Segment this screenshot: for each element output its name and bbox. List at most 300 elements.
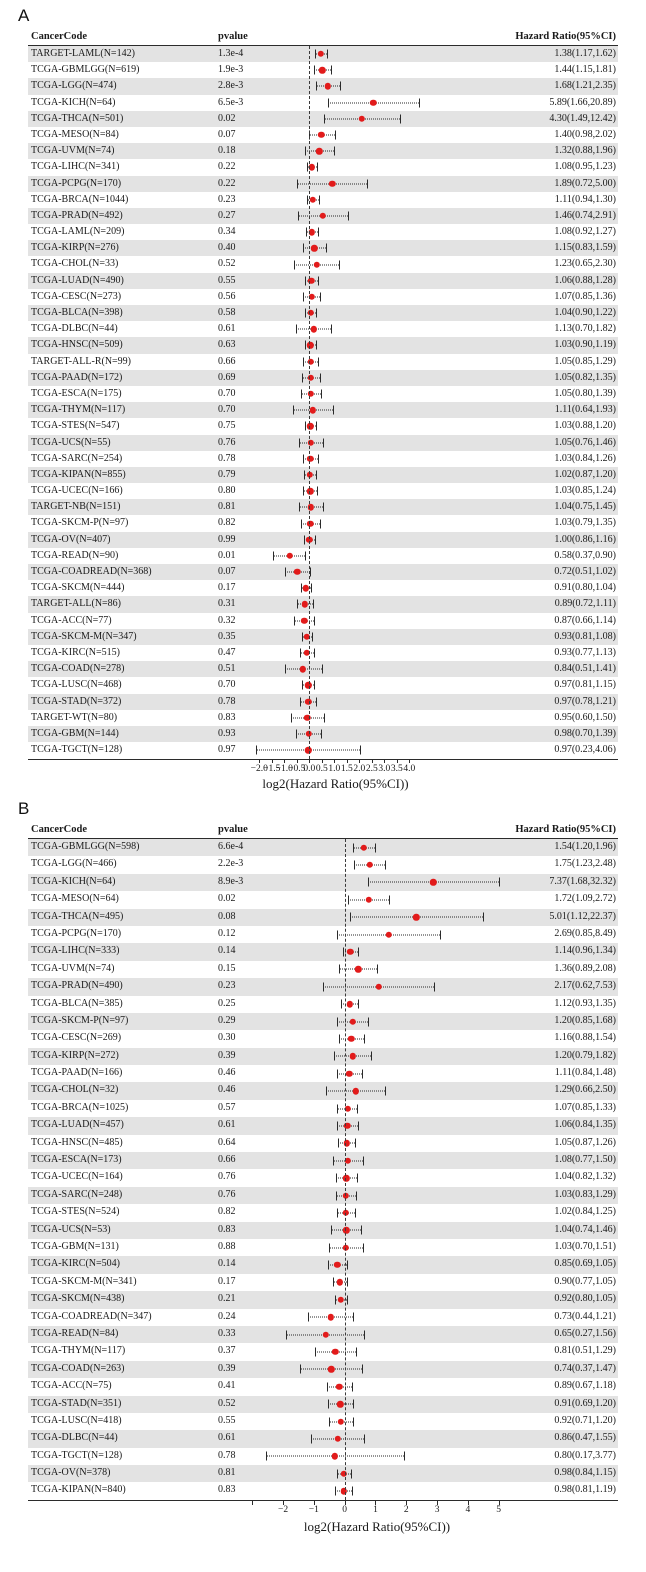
confidence-interval-cap-high bbox=[333, 406, 334, 415]
cell-pvalue: 0.93 bbox=[218, 727, 236, 739]
column-header-cancercode: CancerCode bbox=[31, 824, 87, 835]
hazard-ratio-point bbox=[334, 1262, 340, 1268]
table-row bbox=[28, 1117, 618, 1134]
cell-cancer-code: TCGA-SKCM-M(N=347) bbox=[31, 630, 137, 642]
confidence-interval-cap-low bbox=[294, 616, 295, 625]
axis-tick-label: −2 bbox=[277, 1505, 289, 1516]
cell-hazard-ratio: 1.03(0.79,1.35) bbox=[554, 517, 616, 529]
cell-hazard-ratio: 5.89(1.66,20.89) bbox=[549, 96, 616, 108]
cell-cancer-code: TCGA-CHOL(N=33) bbox=[31, 258, 119, 270]
confidence-interval-cap-high bbox=[385, 1087, 386, 1096]
cell-cancer-code: TCGA-MESO(N=84) bbox=[31, 128, 119, 140]
table-row bbox=[28, 629, 618, 645]
hazard-ratio-point bbox=[310, 197, 316, 203]
cell-pvalue: 0.55 bbox=[218, 274, 236, 286]
cell-hazard-ratio: 1.44(1.15,1.81) bbox=[554, 64, 616, 76]
cell-pvalue: 0.46 bbox=[218, 1084, 236, 1096]
table-row bbox=[28, 532, 618, 548]
axis-tick bbox=[284, 759, 285, 764]
hazard-ratio-point bbox=[325, 83, 331, 89]
axis-tick bbox=[322, 759, 323, 764]
cell-cancer-code: TCGA-OV(N=407) bbox=[31, 533, 111, 545]
cell-hazard-ratio: 2.17(0.62,7.53) bbox=[554, 980, 616, 992]
confidence-interval-cap-low bbox=[286, 1330, 287, 1339]
reference-line bbox=[345, 839, 346, 1500]
cell-pvalue: 0.17 bbox=[218, 582, 236, 594]
cell-cancer-code: TCGA-PRAD(N=492) bbox=[31, 209, 123, 221]
confidence-interval-cap-low bbox=[315, 50, 316, 59]
cell-cancer-code: TCGA-SKCM-P(N=97) bbox=[31, 1014, 129, 1026]
cell-pvalue: 0.97 bbox=[218, 744, 236, 756]
confidence-interval-cap-high bbox=[400, 114, 401, 123]
table-row bbox=[28, 1430, 618, 1447]
cell-hazard-ratio: 0.98(0.84,1.15) bbox=[554, 1467, 616, 1479]
cell-cancer-code: TCGA-UCS(N=53) bbox=[31, 1223, 111, 1235]
hazard-ratio-point bbox=[348, 1036, 354, 1042]
confidence-interval-cap-low bbox=[285, 568, 286, 577]
confidence-interval-cap-high bbox=[362, 1365, 363, 1374]
cell-pvalue: 0.23 bbox=[218, 193, 236, 205]
axis-tick bbox=[359, 759, 360, 764]
cell-pvalue: 0.29 bbox=[218, 1014, 236, 1026]
axis-tick bbox=[406, 1500, 407, 1505]
cell-pvalue: 0.83 bbox=[218, 1223, 236, 1235]
cell-hazard-ratio: 0.65(0.27,1.56) bbox=[554, 1327, 616, 1339]
confidence-interval-cap-low bbox=[305, 276, 306, 285]
confidence-interval-cap-low bbox=[300, 1365, 301, 1374]
hazard-ratio-point bbox=[301, 617, 307, 623]
cell-cancer-code: TCGA-TGCT(N=128) bbox=[31, 1449, 123, 1461]
table-row bbox=[28, 402, 618, 418]
table-row bbox=[28, 62, 618, 78]
cell-hazard-ratio: 1.11(0.64,1.93) bbox=[554, 404, 616, 416]
axis-tick-label: 2 bbox=[403, 1505, 409, 1516]
cell-cancer-code: TCGA-BRCA(N=1044) bbox=[31, 193, 129, 205]
cell-hazard-ratio: 0.90(0.77,1.05) bbox=[554, 1275, 616, 1287]
cell-cancer-code: TCGA-CESC(N=269) bbox=[31, 1032, 122, 1044]
cell-cancer-code: TARGET-NB(N=151) bbox=[31, 501, 121, 513]
table-row bbox=[28, 1465, 618, 1482]
confidence-interval-cap-high bbox=[351, 1469, 352, 1478]
cell-cancer-code: TCGA-GBMLGG(N=598) bbox=[31, 841, 140, 852]
cell-pvalue: 0.56 bbox=[218, 290, 236, 302]
hazard-ratio-point bbox=[385, 931, 391, 937]
confidence-interval-cap-low bbox=[303, 244, 304, 253]
cell-hazard-ratio: 0.81(0.51,1.29) bbox=[554, 1345, 616, 1357]
table-row bbox=[28, 661, 618, 677]
cell-pvalue: 0.63 bbox=[218, 339, 236, 351]
cell-pvalue: 0.61 bbox=[218, 1432, 236, 1444]
cell-cancer-code: TCGA-KIRP(N=272) bbox=[31, 1049, 119, 1061]
confidence-interval-cap-high bbox=[385, 861, 386, 870]
confidence-interval-cap-high bbox=[371, 1052, 372, 1061]
hazard-ratio-point bbox=[346, 1001, 352, 1007]
confidence-interval-cap-low bbox=[302, 373, 303, 382]
table-row bbox=[28, 926, 618, 943]
axis-tick bbox=[334, 759, 335, 764]
axis-tick-label: 0 bbox=[342, 1505, 348, 1516]
confidence-interval-cap-high bbox=[499, 878, 500, 887]
axis-tick-label: 1.0 bbox=[328, 763, 341, 774]
table-row bbox=[28, 1378, 618, 1395]
cell-hazard-ratio: 1.03(0.88,1.20) bbox=[554, 420, 616, 432]
table-row bbox=[28, 891, 618, 908]
confidence-interval-cap-low bbox=[341, 1000, 342, 1009]
confidence-interval-cap-low bbox=[339, 1034, 340, 1043]
cell-hazard-ratio: 1.05(0.87,1.26) bbox=[554, 1136, 616, 1148]
panel-b-letter: B bbox=[18, 799, 30, 818]
confidence-interval-cap-low bbox=[296, 325, 297, 334]
cell-hazard-ratio: 1.68(1.21,2.35) bbox=[554, 80, 616, 92]
confidence-interval-cap-high bbox=[339, 260, 340, 269]
table-row bbox=[28, 1169, 618, 1186]
table-row bbox=[28, 499, 618, 515]
hazard-ratio-point bbox=[361, 844, 367, 850]
cell-pvalue: 0.39 bbox=[218, 1362, 236, 1374]
table-header-b bbox=[28, 823, 618, 839]
confidence-interval-cap-low bbox=[314, 66, 315, 75]
hazard-ratio-point bbox=[332, 1453, 338, 1459]
table-row bbox=[28, 289, 618, 305]
axis-tick-label: 4.0 bbox=[403, 763, 416, 774]
forest-rows-b bbox=[28, 839, 618, 1500]
hazard-ratio-point bbox=[338, 1297, 344, 1303]
confidence-interval-cap-high bbox=[434, 982, 435, 991]
confidence-interval-cap-low bbox=[353, 843, 354, 852]
cell-hazard-ratio: 1.14(0.96,1.34) bbox=[554, 945, 616, 957]
hazard-ratio-point bbox=[337, 1279, 343, 1285]
table-row bbox=[28, 224, 618, 240]
cell-hazard-ratio: 0.85(0.69,1.05) bbox=[554, 1258, 616, 1270]
cell-pvalue: 0.32 bbox=[218, 614, 236, 626]
table-row bbox=[28, 839, 618, 856]
confidence-interval-cap-low bbox=[293, 406, 294, 415]
hazard-ratio-point bbox=[347, 949, 353, 955]
table-row bbox=[28, 874, 618, 891]
table-row bbox=[28, 856, 618, 873]
cell-pvalue: 0.08 bbox=[218, 910, 236, 922]
table-row bbox=[28, 1326, 618, 1343]
cell-pvalue: 0.78 bbox=[218, 695, 236, 707]
cell-pvalue: 0.27 bbox=[218, 209, 236, 221]
confidence-interval-cap-high bbox=[318, 454, 319, 463]
cell-cancer-code: TCGA-UCEC(N=164) bbox=[31, 1171, 123, 1183]
confidence-interval-cap-high bbox=[419, 98, 420, 107]
confidence-interval-cap-low bbox=[307, 195, 308, 204]
table-row bbox=[28, 1135, 618, 1152]
confidence-interval-cap-high bbox=[321, 390, 322, 399]
cell-pvalue: 0.40 bbox=[218, 242, 236, 254]
cell-hazard-ratio: 1.15(0.83,1.59) bbox=[554, 242, 616, 254]
confidence-interval-cap-low bbox=[303, 357, 304, 366]
confidence-interval-cap-high bbox=[356, 1191, 357, 1200]
cell-pvalue: 0.46 bbox=[218, 1067, 236, 1079]
axis-tick-label: −0.5 bbox=[288, 763, 306, 774]
cell-cancer-code: TCGA-UCEC(N=166) bbox=[31, 485, 123, 497]
table-row bbox=[28, 1082, 618, 1099]
hazard-ratio-point bbox=[327, 1314, 333, 1320]
axis-tick bbox=[397, 759, 398, 764]
confidence-interval-cap-low bbox=[336, 1174, 337, 1183]
table-row bbox=[28, 1256, 618, 1273]
hazard-ratio-point bbox=[337, 1401, 343, 1407]
confidence-interval-cap-low bbox=[348, 895, 349, 904]
confidence-interval-cap-low bbox=[328, 1400, 329, 1409]
axis-tick-label: 0.0 bbox=[303, 763, 316, 774]
hazard-ratio-point bbox=[318, 51, 324, 57]
cell-hazard-ratio: 1.20(0.79,1.82) bbox=[554, 1049, 616, 1061]
confidence-interval-cap-low bbox=[368, 878, 369, 887]
hazard-ratio-point bbox=[310, 407, 316, 413]
axis-tick bbox=[499, 1500, 500, 1505]
cell-pvalue: 0.30 bbox=[218, 1032, 236, 1044]
cell-cancer-code: TCGA-KIRP(N=276) bbox=[31, 242, 119, 254]
confidence-interval-cap-low bbox=[329, 1243, 330, 1252]
confidence-interval-cap-low bbox=[337, 1104, 338, 1113]
table-row bbox=[28, 176, 618, 192]
cell-pvalue: 0.66 bbox=[218, 1154, 236, 1166]
cell-cancer-code: TCGA-LIHC(N=333) bbox=[31, 945, 120, 957]
confidence-interval-cap-high bbox=[315, 535, 316, 544]
cell-cancer-code: TCGA-THCA(N=495) bbox=[31, 910, 124, 922]
hazard-ratio-point bbox=[322, 1331, 328, 1337]
confidence-interval-cap-low bbox=[296, 729, 297, 738]
cell-pvalue: 0.12 bbox=[218, 927, 236, 939]
confidence-interval-cap-low bbox=[303, 292, 304, 301]
hazard-ratio-point bbox=[353, 1088, 359, 1094]
cell-cancer-code: TCGA-ACC(N=77) bbox=[31, 614, 112, 626]
axis-tick bbox=[283, 1500, 284, 1505]
cell-pvalue: 0.34 bbox=[218, 226, 236, 238]
column-header-pvalue: pvalue bbox=[218, 824, 248, 835]
confidence-interval-cap-high bbox=[362, 1069, 363, 1078]
cell-cancer-code: TARGET-ALL(N=86) bbox=[31, 598, 122, 610]
cell-pvalue: 0.82 bbox=[218, 517, 236, 529]
confidence-interval-cap-high bbox=[326, 244, 327, 253]
cell-hazard-ratio: 1.04(0.74,1.46) bbox=[554, 1223, 616, 1235]
cell-pvalue: 0.61 bbox=[218, 323, 236, 335]
axis-tick-label: 1.5 bbox=[340, 763, 353, 774]
confidence-interval-cap-high bbox=[364, 1034, 365, 1043]
hazard-ratio-point bbox=[413, 914, 419, 920]
cell-hazard-ratio: 1.08(0.92,1.27) bbox=[554, 226, 616, 238]
table-row bbox=[28, 95, 618, 111]
confidence-interval-cap-high bbox=[358, 948, 359, 957]
table-row bbox=[28, 564, 618, 580]
table-row bbox=[28, 726, 618, 742]
confidence-interval-cap-high bbox=[318, 228, 319, 237]
confidence-interval-cap-high bbox=[314, 681, 315, 690]
table-row bbox=[28, 596, 618, 612]
table-row bbox=[28, 78, 618, 94]
cell-cancer-code: TCGA-TGCT(N=128) bbox=[31, 744, 123, 756]
axis-tick bbox=[384, 759, 385, 764]
hazard-ratio-point bbox=[328, 1366, 334, 1372]
hazard-ratio-point bbox=[314, 261, 320, 267]
hazard-ratio-point bbox=[329, 180, 335, 186]
cell-hazard-ratio: 1.05(0.76,1.46) bbox=[554, 436, 616, 448]
table-row bbox=[28, 742, 618, 758]
axis-tick-label: 3 bbox=[434, 1505, 440, 1516]
table-row bbox=[28, 710, 618, 726]
confidence-interval-cap-low bbox=[333, 1156, 334, 1165]
cell-cancer-code: TCGA-ACC(N=75) bbox=[31, 1380, 112, 1392]
confidence-interval-cap-high bbox=[347, 1295, 348, 1304]
cell-hazard-ratio: 7.37(1.68,32.32) bbox=[549, 875, 616, 887]
table-row bbox=[28, 1152, 618, 1169]
confidence-interval-cap-high bbox=[317, 163, 318, 172]
cell-cancer-code: TCGA-SKCM(N=444) bbox=[31, 582, 125, 594]
forest-plot-a bbox=[28, 30, 618, 794]
hazard-ratio-point bbox=[302, 601, 308, 607]
confidence-interval-cap-high bbox=[313, 600, 314, 609]
confidence-interval-cap-low bbox=[327, 1382, 328, 1391]
confidence-interval-cap-low bbox=[297, 600, 298, 609]
confidence-interval-cap-low bbox=[324, 114, 325, 123]
cell-hazard-ratio: 1.06(0.84,1.35) bbox=[554, 1119, 616, 1131]
confidence-interval-cap-high bbox=[318, 276, 319, 285]
confidence-interval-cap-high bbox=[316, 470, 317, 479]
table-row bbox=[28, 1239, 618, 1256]
table-row bbox=[28, 1048, 618, 1065]
confidence-interval-cap-high bbox=[353, 1313, 354, 1322]
axis-tick-label: −1.0 bbox=[275, 763, 293, 774]
confidence-interval-cap-high bbox=[314, 616, 315, 625]
cell-pvalue: 1.3e-4 bbox=[218, 48, 244, 59]
table-row bbox=[28, 909, 618, 926]
column-header-hazard-ratio: Hazard Ratio(95%CI) bbox=[515, 31, 616, 42]
confidence-interval-cap-low bbox=[331, 1226, 332, 1235]
table-row bbox=[28, 694, 618, 710]
confidence-interval-cap-high bbox=[347, 1261, 348, 1270]
confidence-interval-cap-high bbox=[389, 895, 390, 904]
cell-cancer-code: TCGA-LUSC(N=418) bbox=[31, 1414, 122, 1426]
column-header-hazard-ratio: Hazard Ratio(95%CI) bbox=[515, 824, 616, 835]
cell-pvalue: 0.78 bbox=[218, 452, 236, 464]
confidence-interval-cap-high bbox=[356, 1348, 357, 1357]
cell-pvalue: 1.9e-3 bbox=[218, 64, 244, 76]
cell-hazard-ratio: 1.07(0.85,1.36) bbox=[554, 290, 616, 302]
cell-pvalue: 0.76 bbox=[218, 436, 236, 448]
confidence-interval-cap-low bbox=[256, 746, 257, 755]
cell-cancer-code: TCGA-STES(N=524) bbox=[31, 1206, 120, 1218]
table-row bbox=[28, 1204, 618, 1221]
cell-hazard-ratio: 0.73(0.44,1.21) bbox=[554, 1310, 616, 1322]
confidence-interval-cap-high bbox=[353, 1400, 354, 1409]
cell-hazard-ratio: 1.02(0.84,1.25) bbox=[554, 1206, 616, 1218]
hazard-ratio-point bbox=[319, 67, 325, 73]
cell-hazard-ratio: 1.36(0.89,2.08) bbox=[554, 962, 616, 974]
confidence-interval-cap-low bbox=[335, 1295, 336, 1304]
hazard-ratio-point bbox=[350, 1018, 356, 1024]
cell-cancer-code: TCGA-COAD(N=263) bbox=[31, 1362, 125, 1374]
cell-cancer-code: TARGET-WT(N=80) bbox=[31, 711, 118, 723]
confidence-interval-cap-low bbox=[337, 1069, 338, 1078]
cell-cancer-code: TCGA-STES(N=547) bbox=[31, 420, 120, 432]
cell-cancer-code: TCGA-THYM(N=117) bbox=[31, 1345, 126, 1357]
axis-tick-label: 0.5 bbox=[315, 763, 328, 774]
confidence-interval-cap-low bbox=[311, 1434, 312, 1443]
cell-cancer-code: TCGA-GBMLGG(N=619) bbox=[31, 64, 140, 76]
axis-tick bbox=[297, 759, 298, 764]
confidence-interval-cap-high bbox=[324, 713, 325, 722]
confidence-interval-cap-low bbox=[300, 649, 301, 658]
confidence-interval-cap-low bbox=[336, 1191, 337, 1200]
confidence-interval-cap-low bbox=[299, 503, 300, 512]
cell-cancer-code: TCGA-LGG(N=466) bbox=[31, 858, 117, 870]
confidence-interval-cap-high bbox=[358, 1000, 359, 1009]
cell-cancer-code: TCGA-PCPG(N=170) bbox=[31, 927, 122, 939]
axis-rule bbox=[28, 1500, 618, 1501]
confidence-interval-cap-low bbox=[354, 861, 355, 870]
cell-hazard-ratio: 0.95(0.60,1.50) bbox=[554, 711, 616, 723]
cell-cancer-code: TCGA-THCA(N=501) bbox=[31, 112, 124, 124]
cell-pvalue: 0.70 bbox=[218, 387, 236, 399]
confidence-interval-cap-high bbox=[331, 66, 332, 75]
confidence-interval-cap-high bbox=[347, 1278, 348, 1287]
confidence-interval-cap-low bbox=[305, 309, 306, 318]
axis-tick-label: 2.0 bbox=[353, 763, 366, 774]
cell-pvalue: 0.07 bbox=[218, 566, 236, 577]
cell-pvalue: 0.14 bbox=[218, 945, 236, 957]
axis-tick-label: 2.5 bbox=[365, 763, 378, 774]
cell-hazard-ratio: 0.84(0.51,1.41) bbox=[554, 663, 616, 675]
confidence-interval-cap-low bbox=[301, 519, 302, 528]
cell-pvalue: 0.37 bbox=[218, 1345, 236, 1357]
axis-tick-label: −1.5 bbox=[263, 763, 281, 774]
cell-pvalue: 0.22 bbox=[218, 161, 236, 173]
confidence-interval-cap-high bbox=[364, 1330, 365, 1339]
hazard-ratio-point bbox=[366, 862, 372, 868]
confidence-interval-cap-high bbox=[360, 746, 361, 755]
cell-cancer-code: TCGA-LUSC(N=468) bbox=[31, 679, 122, 691]
table-row bbox=[28, 321, 618, 337]
confidence-interval-cap-high bbox=[319, 195, 320, 204]
table-row bbox=[28, 613, 618, 629]
cell-hazard-ratio: 5.01(1.12,22.37) bbox=[549, 910, 616, 922]
cell-hazard-ratio: 0.89(0.72,1.11) bbox=[554, 598, 616, 610]
hazard-ratio-point bbox=[316, 148, 322, 154]
forest-rows-a bbox=[28, 46, 618, 759]
cell-cancer-code: TCGA-UVM(N=74) bbox=[31, 962, 115, 974]
cell-hazard-ratio: 2.69(0.85,8.49) bbox=[554, 927, 616, 939]
hazard-ratio-point bbox=[307, 488, 313, 494]
table-row bbox=[28, 418, 618, 434]
cell-cancer-code: TCGA-OV(N=378) bbox=[31, 1467, 111, 1479]
cell-pvalue: 0.76 bbox=[218, 1188, 236, 1200]
confidence-interval-cap-low bbox=[328, 98, 329, 107]
axis-tick bbox=[372, 759, 373, 764]
confidence-interval-cap-low bbox=[291, 713, 292, 722]
hazard-ratio-point bbox=[376, 984, 382, 990]
confidence-interval-cap-high bbox=[320, 373, 321, 382]
cell-cancer-code: TCGA-LUAD(N=457) bbox=[31, 1119, 124, 1131]
confidence-interval-cap-high bbox=[334, 147, 335, 156]
cell-pvalue: 0.81 bbox=[218, 501, 236, 513]
cell-cancer-code: TCGA-CESC(N=273) bbox=[31, 290, 122, 302]
axis-tick-label: 1 bbox=[373, 1505, 378, 1516]
cell-hazard-ratio: 0.86(0.47,1.55) bbox=[554, 1432, 616, 1444]
axis-tick bbox=[259, 759, 260, 764]
confidence-interval-cap-high bbox=[352, 1382, 353, 1391]
cell-hazard-ratio: 1.29(0.66,2.50) bbox=[554, 1084, 616, 1096]
confidence-interval-cap-low bbox=[337, 1121, 338, 1130]
confidence-interval-cap-low bbox=[329, 1417, 330, 1426]
axis-tick-label: −1 bbox=[308, 1505, 319, 1516]
confidence-interval-cap-low bbox=[335, 1487, 336, 1496]
cell-hazard-ratio: 0.91(0.80,1.04) bbox=[554, 582, 616, 594]
cell-hazard-ratio: 1.46(0.74,2.91) bbox=[554, 209, 616, 221]
